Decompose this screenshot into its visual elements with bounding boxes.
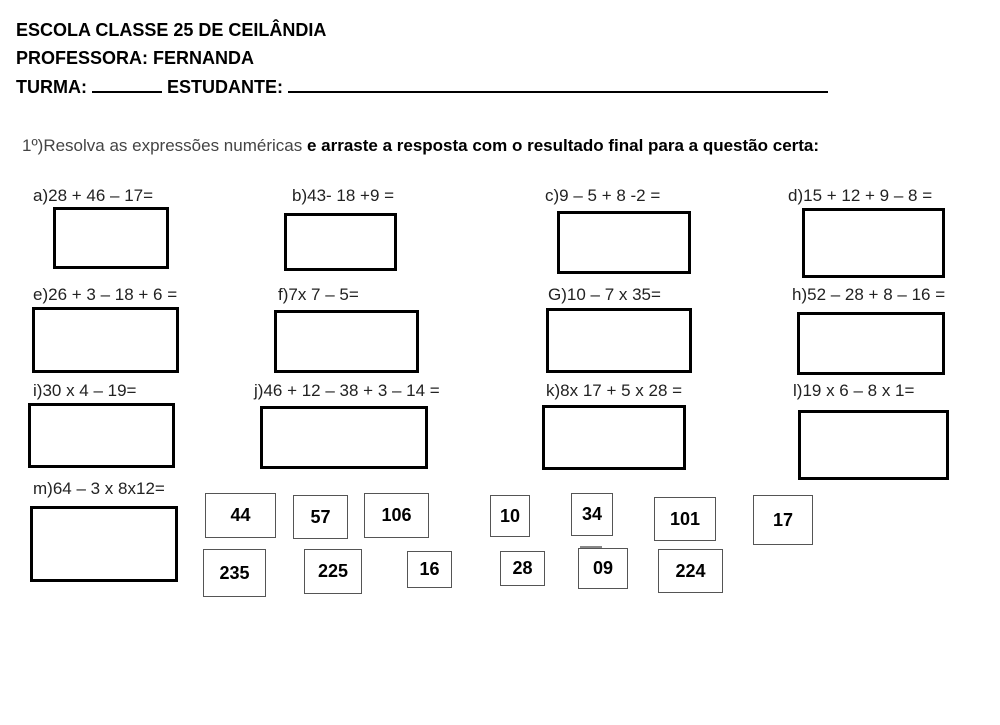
instruction-part1: 1º)Resolva as expressões numéricas [22, 136, 303, 155]
answer-tile-44[interactable]: 44 [205, 493, 276, 538]
answer-tile-106[interactable]: 106 [364, 493, 429, 538]
answer-tile-57[interactable]: 57 [293, 495, 348, 539]
question-a: a)28 + 46 – 17= [33, 186, 154, 205]
question-m: m)64 – 3 x 8x12= [33, 479, 165, 498]
question-l: l)19 x 6 – 8 x 1= [793, 381, 915, 400]
question-b: b)43- 18 +9 = [292, 186, 395, 205]
answer-drop-c[interactable] [557, 211, 691, 274]
answer-drop-g[interactable] [546, 308, 692, 373]
question-g: G)10 – 7 x 35= [548, 285, 661, 304]
question-c: c)9 – 5 + 8 -2 = [545, 186, 661, 205]
answer-drop-d[interactable] [802, 208, 945, 278]
student-label: ESTUDANTE: [167, 77, 284, 97]
class-student-row [16, 75, 828, 98]
answer-tile-224[interactable]: 224 [658, 549, 723, 593]
answer-tile-101[interactable]: 101 [654, 497, 716, 541]
teacher-name: PROFESSORA: FERNANDA [16, 48, 255, 68]
answer-drop-j[interactable] [260, 406, 428, 469]
answer-drop-m[interactable] [30, 506, 178, 582]
instruction [22, 136, 819, 156]
answer-drop-f[interactable] [274, 310, 419, 373]
question-k: k)8x 17 + 5 x 28 = [546, 381, 683, 400]
answer-drop-b[interactable] [284, 213, 397, 271]
class-label: TURMA: [16, 77, 87, 97]
answer-tile-10[interactable]: 10 [490, 495, 530, 537]
class-field [92, 75, 162, 93]
question-f: f)7x 7 – 5= [278, 285, 359, 304]
question-j: j)46 + 12 – 38 + 3 – 14 = [254, 381, 440, 400]
answer-drop-l[interactable] [798, 410, 949, 480]
question-e: e)26 + 3 – 18 + 6 = [33, 285, 178, 304]
instruction-part2: e arraste a resposta com o resultado final para a questão certa: [306, 136, 820, 155]
answer-tile-235[interactable]: 235 [203, 549, 266, 597]
question-i: i)30 x 4 – 19= [33, 381, 137, 400]
question-h: h)52 – 28 + 8 – 16 = [792, 285, 946, 304]
answer-drop-a[interactable] [53, 207, 169, 269]
answer-tile-09[interactable]: 09 [578, 548, 628, 589]
answer-drop-e[interactable] [32, 307, 179, 373]
answer-tile-34[interactable]: 34 [571, 493, 613, 536]
answer-tile-225[interactable]: 225 [304, 549, 362, 594]
answer-tile-17[interactable]: 17 [753, 495, 813, 545]
answer-drop-h[interactable] [797, 312, 945, 375]
question-d: d)15 + 12 + 9 – 8 = [788, 186, 933, 205]
school-name: ESCOLA CLASSE 25 DE CEILÂNDIA [16, 20, 327, 40]
student-field [288, 75, 828, 93]
answer-tile-16[interactable]: 16 [407, 551, 452, 588]
answer-drop-k[interactable] [542, 405, 686, 470]
answer-tile-28[interactable]: 28 [500, 551, 545, 586]
answer-drop-i[interactable] [28, 403, 175, 468]
